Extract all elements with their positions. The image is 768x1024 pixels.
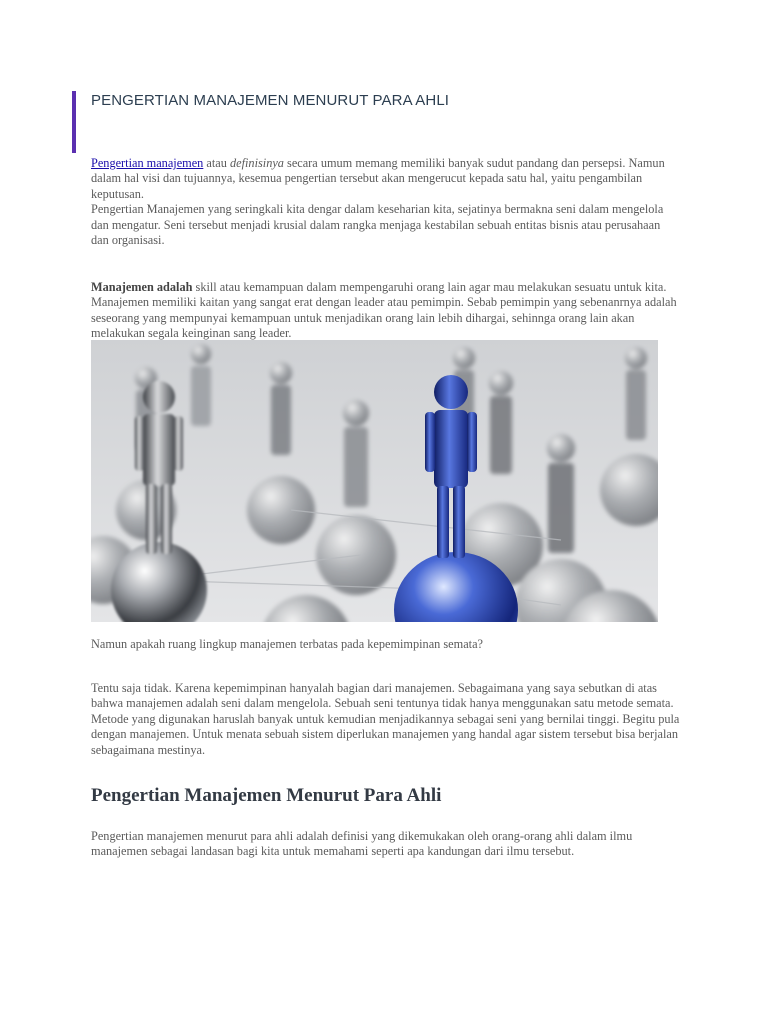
section-heading: Pengertian Manajemen Menurut Para Ahli	[91, 785, 442, 806]
leadership-illustration	[91, 340, 658, 622]
page-title: PENGERTIAN MANAJEMEN MENURUT PARA AHLI	[91, 92, 450, 109]
intro-second-sentence: Pengertian Manajemen yang seringkali kita dengar dalam keseharian kita, sejatinya bermakna seni dalam mengelola dan mengatur. Seni tersebut menjadi krusial dalam rangka menjaga kestabilan sebuah entitas bisnis atau perusahaan dan organisasi.	[91, 202, 664, 248]
question-paragraph: Namun apakah ruang lingkup manajemen terbatas pada kepemimpinan semata?	[91, 637, 483, 651]
intro-sentence-rest: secara umum memang memiliki banyak sudut pandang dan persepsi. Namun dalam hal visi dan tujuannya, kesemua pengertian tersebut akan mengerucut kepada satu hal, yaitu pengambilan keputusan.	[91, 156, 665, 201]
section-body-paragraph: Pengertian manajemen menurut para ahli adalah definisi yang dikemukakan oleh orang-orang ahli dalam ilmu manajemen sebagai landasan bagi kita untuk memahami seperti apa kandungan dari ilmu tersebut.	[91, 829, 633, 859]
intro-connector: atau	[203, 156, 230, 170]
answer-paragraph: Tentu saja tidak. Karena kepemimpinan hanyalah bagian dari manajemen. Sebagaimana yang saya sebutkan di atas bahwa manajemen adalah seni dalam mengelola. Sebuah seni tentunya tidak hanya menggunakan satu metode semata. Metode yang digunakan haruslah banyak untuk kemudian menjadikannya sebagai seni yang bernilai tinggi. Begitu pula dengan manajemen. Untuk menata sebuah sistem diperlukan manajemen yang handal agar sistem tersebut bisa berjalan sebagaimana mestinya.	[91, 681, 680, 757]
title-accent-bar	[72, 91, 76, 153]
intro-italic-word: definisinya	[229, 156, 284, 170]
intro-paragraph	[91, 156, 681, 248]
definition-text: skill atau kemampuan dalam mempengaruhi orang lain agar mau melakukan sesuatu untuk kita. Manajemen memiliki kaitan yang sangat erat dengan leader atau pemimpin. Sebab pemimpin yang sebenanrnya adalah seseorang yang mempunyai kemampuan untuk menjadikan orang lain lebih dihargai, sehinnga orang lain akan melakukan segala keinginan sang leader.	[91, 280, 677, 341]
definition-paragraph	[91, 280, 681, 342]
pengertian-manajemen-link[interactable]: Pengertian manajemen	[91, 156, 204, 170]
definition-bold-lead: Manajemen adalah	[91, 280, 193, 294]
